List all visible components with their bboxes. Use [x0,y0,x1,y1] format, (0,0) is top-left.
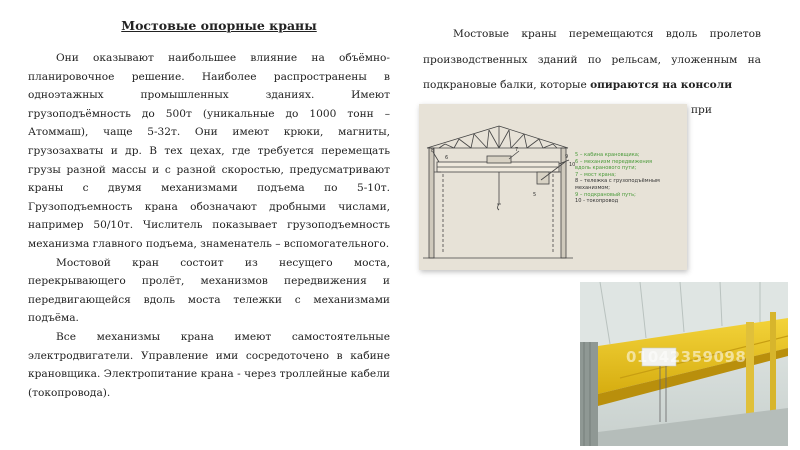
left-text-column [28,18,390,402]
right-text-plain: Мостовые краны перемещаются вдоль пролетов производственных зданий по рельсам, уложенным на подкрановые балки, которые [423,28,761,91]
legend-item-7: 7 – мост крана; [575,171,616,178]
label-7: 7 [515,147,519,153]
paragraph-electric: Все механизмы крана имеют самостоятельные электродвигатели. Управление ими сосредоточено в кабине крановщика. Электропитание крана - через троллейные кабели (токопровода). [28,330,390,399]
paragraph-structure: Мостовой кран состоит из несущего моста, перекрывающего пролёт, механизмов передвижения и передвигающейся вдоль моста тележки с механизмами подъёма. [28,256,390,325]
right-text-bold: опираются на консоли [590,79,733,91]
label-5: 5 [533,192,537,198]
page-title: Мостовые опорные краны [121,18,317,33]
legend-item-9: 9 – подкрановый путь; [575,191,636,198]
crane-diagram [419,104,687,270]
legend-item-6a: 6 – механизм передвижения [575,158,653,165]
legend-item-6b: вдоль кранового пути; [575,165,637,172]
label-9: 9 [565,154,569,160]
paragraph-intro: Они оказывают наибольшее влияние на объёмно-планировочное решение. Наиболее распространены в одноэтажных промышленных зданиях. Имеют грузоподъёмность до 500т (уникальные до 1000 тонн – Атоммаш), чаще 5-32т. Они имеют крюки, магниты, грузозахваты и др. В тех цехах, где требуется перемещать грузы разной массы и с разной скоростью, предусматривают краны с двумя механизмами подъема по 5-10т. Грузоподъемность крана обозначают дробными числами, например 50/10т. Числитель показывает грузоподъемность механизма главного подъема, знаменатель – вспомогательного. [28,52,390,250]
photo-watermark: 01042359098 [626,348,747,366]
right-text-block [423,22,761,116]
legend-item-8b: механизмом; [575,184,610,191]
right-text-tail: при [691,104,712,116]
legend-item-5: 5 – кабина крановщика; [575,152,640,158]
label-10: 10 [569,162,576,168]
label-6: 6 [445,155,449,161]
legend-item-8a: 8 – тележка с грузоподъёмным [575,178,660,185]
diagram-legend [575,152,687,205]
legend-item-10: 10 - токопровод [575,198,619,205]
label-8: 8 [431,148,435,154]
right-text-paragraph [423,22,761,99]
